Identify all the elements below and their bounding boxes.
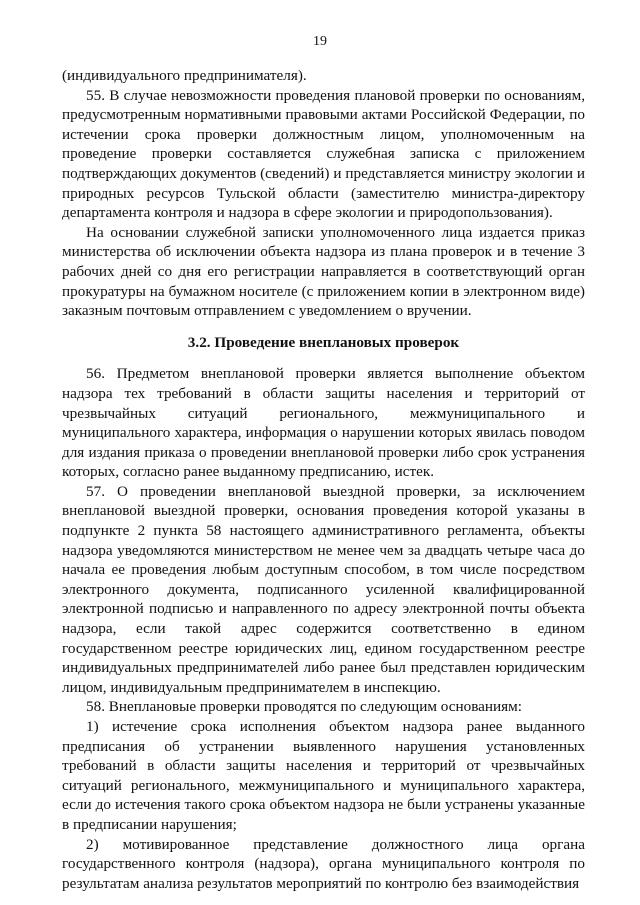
paragraph-55: 55. В случае невозможности проведения плановой проверки по основаниям, предусмотренным нормативными правовыми актами Российской Федерации, по истечении срока проверки должностным лицом, уполномоченным на проведение проверки составляется служебная записка с приложением подтверждающих документов (сведений) и представляется министру экологии и природных ресурсов Тульской области (заместителю министра-директору департамента контроля и надзора в сфере экологии и природопользования).	[62, 86, 585, 222]
section-heading: 3.2. Проведение внеплановых проверок	[187, 333, 460, 351]
paragraph-order-exclusion: На основании служебной записки уполномоченного лица издается приказ министерства об исключении объекта надзора из плана проверок и в течение 3 рабочих дней со дня его регистрации направляется в соответствующий орган прокуратуры на бумажном носителе (с приложением копии в электронном виде) заказным почтовым отправлением с уведомлением о вручении.	[62, 223, 585, 320]
document-body	[62, 66, 585, 893]
paragraph-57: 57. О проведении внеплановой выездной проверки, за исключением внеплановой выездной проверки, основания проведения которой указаны в подпункте 2 пункта 58 настоящего административного регламента, объекты надзора уведомляются министерством не менее чем за двадцать четыре часа до начала ее проведения любым доступным способом, в том числе посредством электронного документа, подписанного усиленной квалифицированной электронной подписью и направленного по адресу электронной почты объекта надзора, если такой адрес содержится соответственно в едином государственном реестре юридических лиц, едином государственном реестре индивидуальных предпринимателей либо ранее был представлен юридическим лицом, индивидуальным предпринимателем в инспекцию.	[62, 482, 585, 696]
page-number: 19	[313, 34, 327, 49]
paragraph-58: 58. Внеплановые проверки проводятся по следующим основаниям:	[86, 698, 522, 716]
paragraph-56: 56. Предметом внеплановой проверки является выполнение объектом надзора тех требований в области защиты населения и территорий от чрезвычайных ситуаций регионального, межмуниципального и муниципального характера, информация о нарушении которых явилась поводом для издания приказа о проведении внеплановой проверки либо срок устранения которых, согласно ранее выданному предписанию, истек.	[62, 365, 585, 481]
list-item-1: 1) истечение срока исполнения объектом надзора ранее выданного предписания об устранении выявленного нарушения установленных требований в области защиты населения и территорий от чрезвычайных ситуаций регионального, межмуниципального и муниципального характера, если до истечения такого срока объектом надзора не были устранены указанные в предписании нарушения;	[62, 718, 585, 833]
paragraph-continuation: (индивидуального предпринимателя).	[62, 67, 307, 84]
list-item-2: 2) мотивированное представление должностного лица органа государственного контроля (надзора), органа муниципального контроля по результатам анализа результатов мероприятий по контролю без взаимодействия	[62, 835, 585, 892]
